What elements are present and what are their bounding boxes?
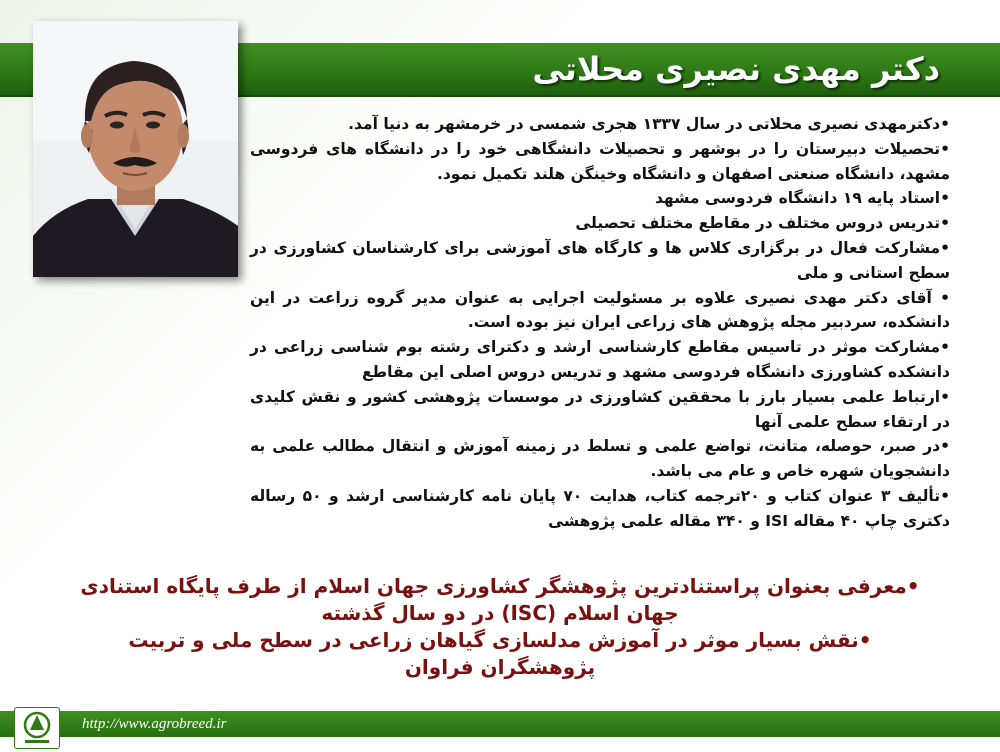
highlights bbox=[80, 573, 920, 681]
biography-text bbox=[250, 112, 950, 534]
bio-item: •مشارکت موثر در تاسیس مقاطع کارشناسی ارشد و دکترای رشته بوم شناسی زراعی در دانشکده کشاورزی دانشگاه فردوسی مشهد و تدریس دروس اصلی این مقاطع bbox=[250, 338, 950, 381]
highlight-item: •معرفی بعنوان پراستنادترین پژوهشگر کشاورزی جهان اسلام از طرف پایگاه استنادی جهان اسلام (ISC) در دو سال گذشته bbox=[80, 574, 920, 625]
footer-bar bbox=[0, 711, 1000, 737]
bio-item: •دکترمهدی نصیری محلاتی در سال ۱۳۳۷ هجری شمسی در خرمشهر به دنیا آمد. bbox=[348, 115, 950, 133]
bio-item: •در صبر، حوصله، متانت، تواضع علمی و تسلط در زمینه آموزش و انتقال مطالب علمی به دانشجویان شهره خاص و عام می باشد. bbox=[250, 437, 950, 481]
logo-icon bbox=[15, 708, 59, 748]
profile-photo bbox=[33, 21, 238, 277]
highlight-item: •نقش بسیار موثر در آموزش مدلسازی گیاهان زراعی در سطح ملی و تربیت پژوهشگران فراوان bbox=[128, 628, 872, 679]
bio-item: • آقای دکتر مهدی نصیری علاوه بر مسئولیت اجرایی به عنوان مدیر گروه زراعت در این دانشکده، سردبیر مجله پژوهش های زراعی ایران نیز بوده است. bbox=[250, 288, 950, 332]
bio-item: •تألیف ۳ عنوان کتاب و ۲۰ترجمه کتاب، هدایت ۷۰ پایان نامه کارشناسی ارشد و ۵۰ رساله دکتری چاپ ۴۰ مقاله ISI و ۳۴۰ مقاله علمی پژوهشی bbox=[250, 486, 950, 530]
bio-item: •استاد پایه ۱۹ دانشگاه فردوسی مشهد bbox=[654, 189, 950, 208]
portrait-image bbox=[33, 21, 238, 277]
bio-item: •تحصیلات دبیرستان را در بوشهر و تحصیلات دانشگاهی خود را در دانشگاه های فردوسی مشهد، دانشگاه صنعتی اصفهان و دانشگاه وخینگن هلند تکمیل نمود. bbox=[250, 139, 950, 183]
agrobreed-logo bbox=[14, 707, 60, 749]
footer-url-link[interactable]: http://www.agrobreed.ir bbox=[82, 716, 227, 732]
bio-item: •تدریس دروس مختلف در مقاطع مختلف تحصیلی bbox=[575, 214, 950, 233]
page-title: دکتر مهدی نصیری محلاتی bbox=[532, 50, 940, 88]
bio-item: •مشارکت فعال در برگزاری کلاس ها و کارگاه های آموزشی برای کارشناسان کشاورزی در سطح استانی و ملی bbox=[250, 238, 950, 282]
bio-item: •ارتباط علمی بسیار بارز با محققین کشاورزی در موسسات پژوهشی کشور و نقش کلیدی در ارتقاء سطح علمی آنها bbox=[250, 387, 950, 431]
